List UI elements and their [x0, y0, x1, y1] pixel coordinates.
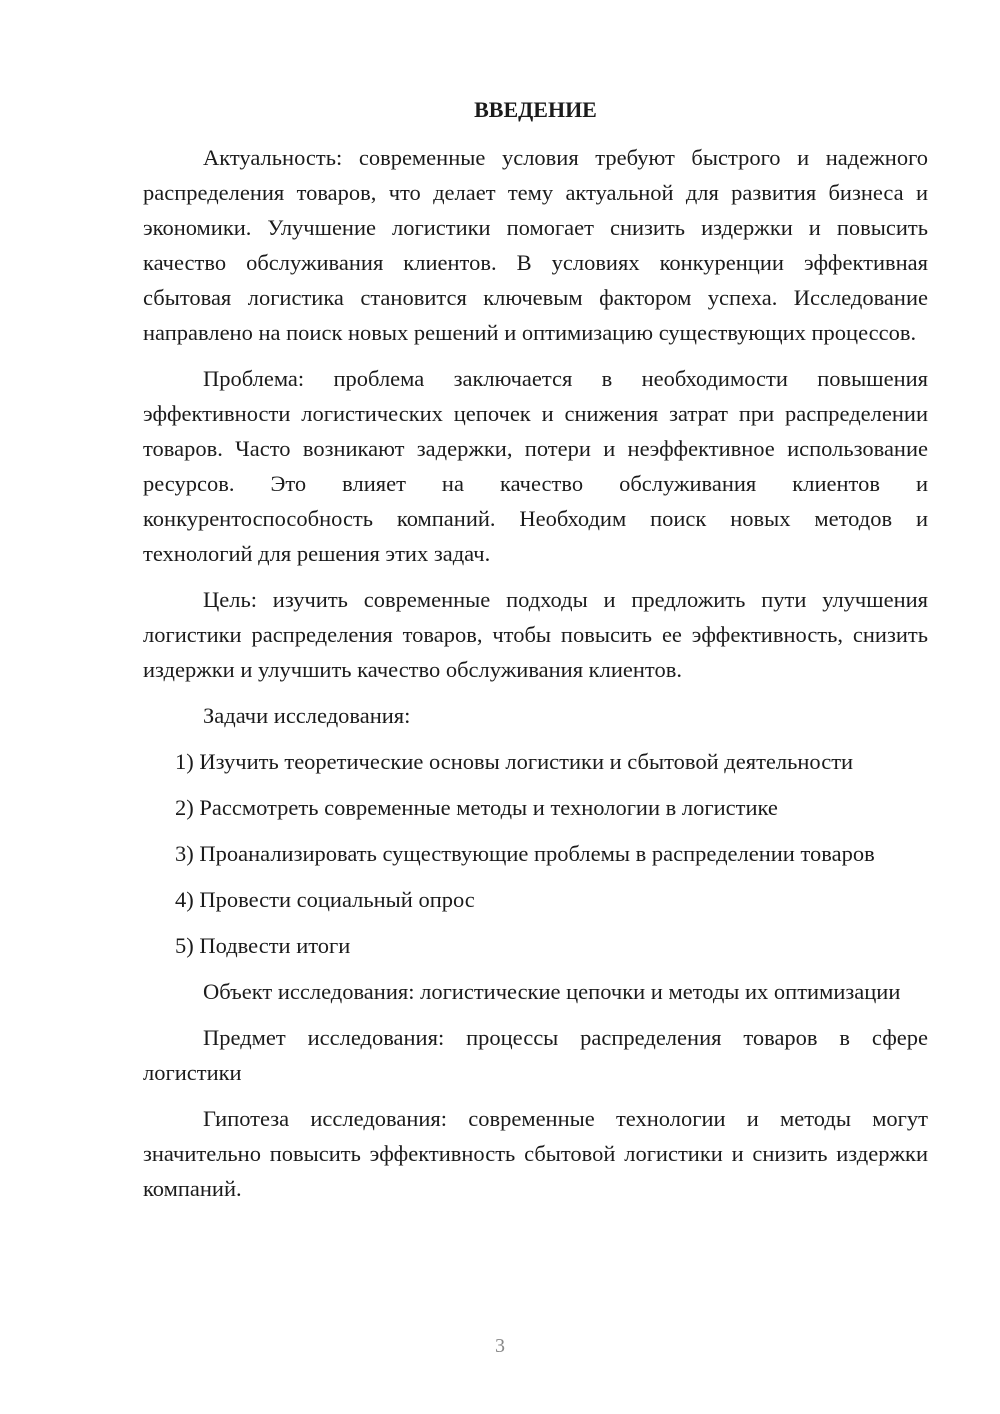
page-title: ВВЕДЕНИЕ: [474, 97, 597, 122]
tasks-heading: Задачи исследования:: [203, 703, 411, 728]
paragraph-goal: Цель: изучить современные подходы и предложить пути улучшения логистики распределения товаров, чтобы повысить ее эффективность, снизить издержки и улучшить качество обслуживания клиентов.: [143, 587, 928, 682]
page-number: 3: [495, 1335, 505, 1357]
paragraph-problem: Проблема: проблема заключается в необходимости повышения эффективности логистических цепочек и снижения затрат при распределении товаров. Часто возникают задержки, потери и неэффективное использование ресурсов. Это влияет на качество обслуживания клиентов и конкурентоспособность компаний. Необходим поиск новых методов и технологий для решения этих задач.: [143, 366, 928, 566]
paragraph-subject: Предмет исследования: процессы распределения товаров в сфере логистики: [143, 1025, 928, 1085]
task-item-2: 2) Рассмотреть современные методы и технологии в логистике: [175, 795, 778, 820]
task-item-1: 1) Изучить теоретические основы логистики и сбытовой деятельности: [175, 749, 854, 774]
task-item-3: 3) Проанализировать существующие проблемы в распределении товаров: [175, 841, 875, 866]
paragraph-relevance: Актуальность: современные условия требуют быстрого и надежного распределения товаров, что делает тему актуальной для развития бизнеса и экономики. Улучшение логистики помогает снизить издержки и повысить качество обслуживания клиентов. В условиях конкуренции эффективная сбытовая логистика становится ключевым фактором успеха. Исследование направлено на поиск новых решений и оптимизацию существующих процессов.: [143, 145, 928, 345]
paragraph-hypothesis: Гипотеза исследования: современные технологии и методы могут значительно повысить эффективность сбытовой логистики и снизить издержки компаний.: [143, 1106, 928, 1201]
task-item-4: 4) Провести социальный опрос: [175, 887, 475, 912]
page-content: [143, 95, 928, 1217]
paragraph-object: Объект исследования: логистические цепочки и методы их оптимизации: [203, 979, 901, 1004]
task-item-5: 5) Подвести итоги: [175, 933, 351, 958]
